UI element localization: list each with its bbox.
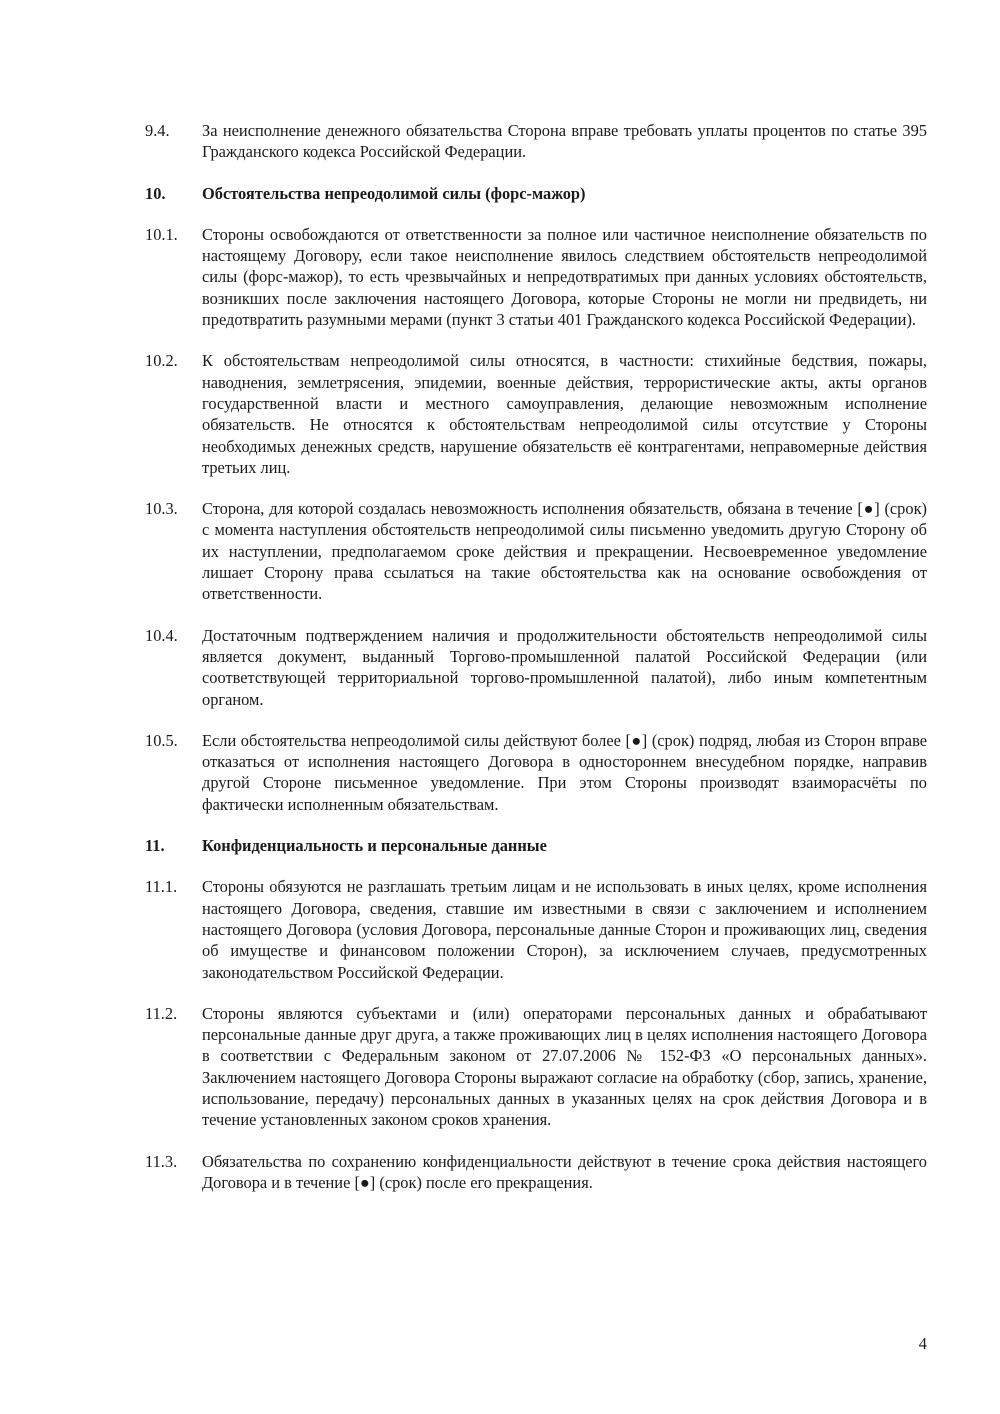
clause-number: 10.2. [145, 351, 178, 371]
clause-text: Стороны освобождаются от ответственности за полное или частичное неисполнение обязательств по настоящему Договору, если такое неисполнение явилось следствием обстоятельств непреодолимой силы (форс-мажор), то есть чрезвычайных и непредотвратимых при данных условиях обстоятельств, возникших после заключения настоящего Договора, которые Стороны не могли ни предвидеть, ни предотвратить разумными мерами (пункт 3 статьи 401 Гражданского кодекса Российской Федерации). [202, 224, 927, 330]
clause-10-1 [145, 224, 927, 330]
clause-11-3 [145, 1151, 927, 1194]
clause-text: Достаточным подтверждением наличия и продолжительности обстоятельств непреодолимой силы является документ, выданный Торгово-промышленной палатой Российской Федерации (или соответствующей территориальной торгово-промышленной палатой), либо иным компетентным органом. [202, 625, 927, 709]
section-heading-10 [145, 183, 927, 204]
clause-number: 10.4. [145, 625, 178, 645]
section-number: 10. [145, 183, 166, 203]
clause-11-1 [145, 876, 927, 982]
clause-text: Обязательства по сохранению конфиденциальности действуют в течение срока действия настоящего Договора и в течение [●] (срок) после его прекращения. [202, 1151, 927, 1192]
clause-number: 11.1. [145, 877, 178, 897]
section-number: 11. [145, 836, 165, 856]
section-heading-11 [145, 835, 927, 856]
clause-11-2 [145, 1003, 927, 1131]
clause-10-3 [145, 498, 927, 604]
clause-number: 11.2. [145, 1003, 178, 1023]
clause-10-5 [145, 730, 927, 815]
clause-10-2 [145, 350, 927, 478]
clause-text: За неисполнение денежного обязательства Сторона вправе требовать уплаты процентов по статье 395 Гражданского кодекса Российской Федерации. [202, 121, 927, 162]
clause-text: К обстоятельствам непреодолимой силы относятся, в частности: стихийные бедствия, пожары, наводнения, землетрясения, эпидемии, военные действия, террористические акты, акты органов государственной власти и местного самоуправления, делающие невозможным исполнение обязательств. Не относятся к обстоятельствам непреодолимой силы отсутствие у Стороны необходимых денежных средств, нарушение обязательств её контрагентами, неправомерные действия третьих лиц. [202, 351, 927, 477]
clause-text: Если обстоятельства непреодолимой силы действуют более [●] (срок) подряд, любая из Сторон вправе отказаться от исполнения настоящего Договора в одностороннем внесудебном порядке, направив другой Стороне письменное уведомление. При этом Стороны производят взаиморасчёты по фактически исполненным обязательствам. [202, 730, 927, 814]
clause-text: Стороны обязуются не разглашать третьим лицам и не использовать в иных целях, кроме исполнения настоящего Договора, сведения, ставшие им известными в связи с заключением и исполнением настоящего Договора (условия Договора, персональные данные Сторон и проживающих лиц, сведения об имуществе и финансовом положении Сторон), за исключением случаев, предусмотренных законодательством Российской Федерации. [202, 877, 927, 982]
clause-10-4 [145, 625, 927, 710]
section-title: Обстоятельства непреодолимой силы (форс-мажор) [202, 183, 586, 203]
clause-number: 10.5. [145, 730, 178, 750]
clause-9-4 [145, 120, 927, 163]
clause-number: 10.1. [145, 224, 178, 244]
document-page [145, 120, 927, 1213]
clause-number: 11.3. [145, 1151, 178, 1171]
clause-number: 10.3. [145, 499, 178, 519]
clause-text: Стороны являются субъектами и (или) операторами персональных данных и обрабатывают персональные данные друг друга, а также проживающих лиц в целях исполнения настоящего Договора в соответствии с Федеральным законом от 27.07.2006 № 152-ФЗ «О персональных данных». Заключением настоящего Договора Стороны выражают согласие на обработку (сбор, запись, хранение, использование, передачу) персональных данных в указанных целях на срок действия Договора и в течение установленных законом сроков хранения. [202, 1003, 927, 1130]
clause-text: Сторона, для которой создалась невозможность исполнения обязательств, обязана в течение [●] (срок) с момента наступления обстоятельств непреодолимой силы письменно уведомить другую Сторону об их наступлении, предполагаемом сроке действия и прекращении. Несвоевременное уведомление лишает Сторону права ссылаться на такие обстоятельства как на основание освобождения от ответственности. [202, 499, 927, 604]
page-number: 4 [918, 1334, 927, 1353]
section-title: Конфиденциальность и персональные данные [202, 836, 547, 856]
clause-number: 9.4. [145, 121, 170, 140]
